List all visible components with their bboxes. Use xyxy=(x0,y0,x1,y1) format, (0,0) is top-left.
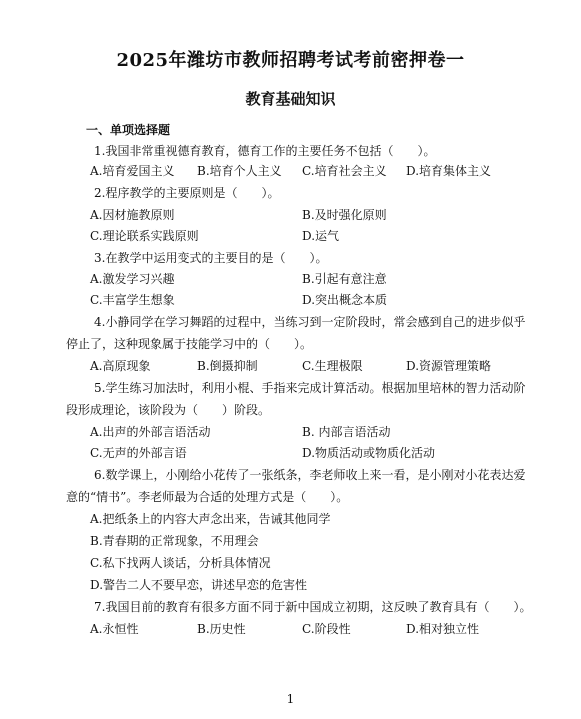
question-5-option-a: A.出声的外部言语活动 xyxy=(90,425,211,439)
question-6-option-d: D.警告二人不要早恋，讲述早恋的危害性 xyxy=(90,578,308,592)
question-6-option-b: B.青春期的正常现象，不用理会 xyxy=(90,534,259,548)
question-3-option-b: B.引起有意注意 xyxy=(302,272,387,286)
question-1-stem: 1.我国非常重视德育教育，德育工作的主要任务不包括（ ）。 xyxy=(94,144,436,158)
question-4-option-d: D.资源管理策略 xyxy=(406,359,492,373)
question-6-option-c: C.私下找两人谈话，分析具体情况 xyxy=(90,556,271,570)
question-6-option-a: A.把纸条上的内容大声念出来，告诫其他同学 xyxy=(90,512,331,526)
question-4-option-a: A.高原现象 xyxy=(90,359,151,373)
question-7-option-c: C.阶段性 xyxy=(302,622,351,636)
question-1-option-d: D.培育集体主义 xyxy=(406,164,492,178)
section-heading: 一、单项选择题 xyxy=(86,123,171,137)
question-5-option-b: B. 内部言语活动 xyxy=(302,425,391,439)
question-5-stem-line-1: 5.学生练习加法时，利用小棍、手指来完成计算活动。根据加里培林的智力活动阶 xyxy=(94,381,526,395)
question-1-option-c: C.培育社会主义 xyxy=(302,164,387,178)
question-6-stem-line-2: 意的“情书”。李老师最为合适的处理方式是（ ）。 xyxy=(66,490,349,504)
question-7-option-d: D.相对独立性 xyxy=(406,622,480,636)
question-2-option-a: A.因材施教原则 xyxy=(90,208,175,222)
question-2-option-b: B.及时强化原则 xyxy=(302,208,387,222)
question-4-option-c: C.生理极限 xyxy=(302,359,363,373)
question-3-option-d: D.突出概念本质 xyxy=(302,293,388,307)
question-4-option-b: B.倒摄抑制 xyxy=(197,359,258,373)
question-2-option-d: D.运气 xyxy=(302,229,340,243)
question-3-option-a: A.激发学习兴趣 xyxy=(90,272,175,286)
question-5-stem-line-2: 段形成理论，该阶段为（ ）阶段。 xyxy=(66,403,271,417)
question-7-stem: 7.我国目前的教育有很多方面不同于新中国成立初期，这反映了教育具有（ ）。 xyxy=(94,600,532,614)
question-2-option-c: C.理论联系实践原则 xyxy=(90,229,199,243)
question-7-option-a: A.永恒性 xyxy=(90,622,139,636)
question-5-option-c: C.无声的外部言语 xyxy=(90,446,187,460)
question-3-option-c: C.丰富学生想象 xyxy=(90,293,175,307)
question-4-stem-line-2: 停止了，这种现象属于技能学习中的（ ）。 xyxy=(66,337,313,351)
question-3-stem: 3.在教学中运用变式的主要目的是（ ）。 xyxy=(94,251,328,265)
question-6-stem-line-1: 6.数学课上，小刚给小花传了一张纸条，李老师收上来一看，是小刚对小花表达爱 xyxy=(94,468,526,482)
question-2-stem: 2.程序教学的主要原则是（ ）。 xyxy=(94,186,280,200)
question-5-option-d: D.物质活动或物质化活动 xyxy=(302,446,436,460)
exam-title: 2025年潍坊市教师招聘考试考前密押卷一 xyxy=(116,50,465,71)
question-1-option-b: B.培育个人主义 xyxy=(197,164,282,178)
question-4-stem-line-1: 4.小静同学在学习舞蹈的过程中，当练习到一定阶段时，常会感到自己的进步似乎 xyxy=(94,315,526,329)
exam-subtitle: 教育基础知识 xyxy=(245,90,336,108)
question-1-option-a: A.培育爱国主义 xyxy=(90,164,175,178)
page-number: 1 xyxy=(286,692,295,706)
question-7-option-b: B.历史性 xyxy=(197,622,246,636)
